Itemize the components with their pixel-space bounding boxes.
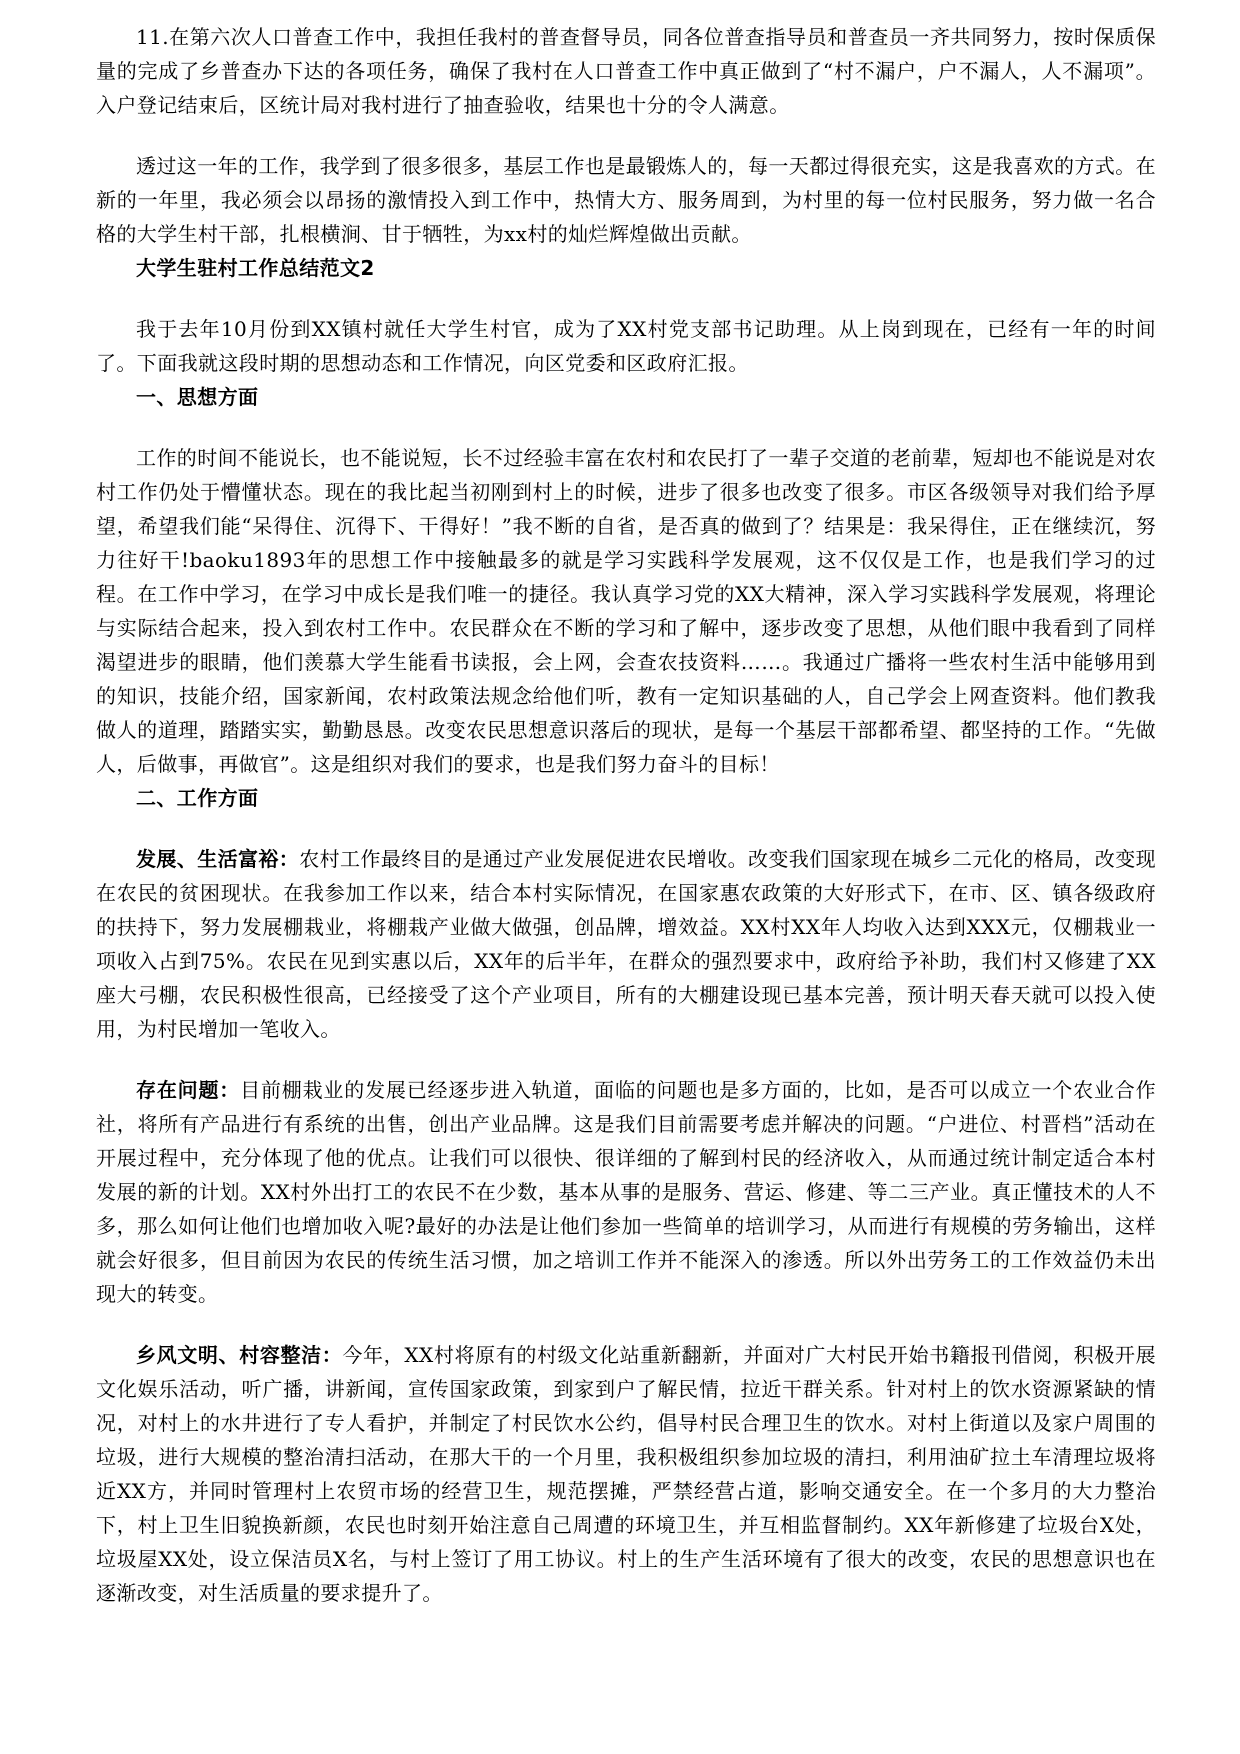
body-village-environment: 今年，XX村将原有的村级文化站重新翻新，并面对广大村民开始书籍报刊借阅，积极开展文化娱乐活动，听广播，讲新闻，宣传国家政策，到家到户了解民情，拉近干群关系。针对村上的饮水资源紧缺的情况，对村上的水井进行了专人看护，并制定了村民饮水公约，倡导村民合理卫生的饮水。对村上街道以及家户周围的垃圾，进行大规模的整治清扫活动，在那大干的一个月里，我积极组织参加垃圾的清扫，利用油矿拉土车清理垃圾将近XX方，并同时管理村上农贸市场的经营卫生，规范摆摊，严禁经营占道，影响交通安全。在一个多月的大力整治下，村上卫生旧貌换新颜，农民也时刻开始注意自己周遭的环境卫生，并互相监督制约。XX年新修建了垃圾台X处，垃圾屋XX处，设立保洁员X名，与村上签订了用工协议。村上的生产生活环境有了很大的改变，农民的思想意识也在逐渐改变，对生活质量的要求提升了。 xyxy=(96,1343,1156,1605)
document-page xyxy=(96,20,1156,1610)
paragraph-development xyxy=(96,842,1156,1046)
paragraph-issues xyxy=(96,1073,1156,1311)
lead-village-environment: 乡风文明、村容整洁： xyxy=(136,1343,343,1367)
lead-development: 发展、生活富裕： xyxy=(136,847,300,871)
paragraph-opening: 我于去年10月份到XX镇村就任大学生村官，成为了XX村党支部书记助理。从上岗到现在，已经有一年的时间了。下面我就这段时期的思想动态和工作情况，向区党委和区政府汇报。 xyxy=(96,317,1156,375)
paragraph-thought: 工作的时间不能说长，也不能说短，长不过经验丰富在农村和农民打了一辈子交道的老前辈，短却也不能说是对农村工作仍处于懵懂状态。现在的我比起当初刚到村上的时候，进步了很多也改变了很多。市区各级领导对我们给予厚望，希望我们能“呆得住、沉得下、干得好！”我不断的自省，是否真的做到了？结果是：我呆得住，正在继续沉，努力往好干!baoku1893年的思想工作中接触最多的就是学习实践科学发展观，这不仅仅是工作，也是我们学习的过程。在工作中学习，在学习中成长是我们唯一的捷径。我认真学习党的XX大精神，深入学习实践科学发展观，将理论与实际结合起来，投入到农村工作中。农民群众在不断的学习和了解中，逐步改变了思想，从他们眼中我看到了同样渴望进步的眼睛，他们羡慕大学生能看书读报，会上网，会查农技资料……。我通过广播将一些农村生活中能够用到的知识，技能介绍，国家新闻，农村政策法规念给他们听，教有一定知识基础的人，自己学会上网查资料。他们教我做人的道理，踏踏实实，勤勤恳恳。改变农民思想意识落后的现状，是每一个基层干部都希望、都坚持的工作。“先做人，后做事，再做官”。这是组织对我们的要求，也是我们努力奋斗的目标！ xyxy=(96,446,1156,776)
paragraph-village-environment xyxy=(96,1338,1156,1610)
body-development: 农村工作最终目的是通过产业发展促进农民增收。改变我们国家现在城乡二元化的格局，改变现在农民的贫困现状。在我参加工作以来，结合本村实际情况，在国家惠农政策的大好形式下，在市、区、镇各级政府的扶持下，努力发展棚栽业，将棚栽产业做大做强，创品牌，增效益。XX村XX年人均收入达到XXX元，仅棚栽业一项收入占到75%。农民在见到实惠以后，XX年的后半年，在群众的强烈要求中，政府给予补助，我们村又修建了XX座大弓棚，农民积极性很高，已经接受了这个产业项目，所有的大棚建设现已基本完善，预计明天春天就可以投入使用，为村民增加一笔收入。 xyxy=(96,847,1157,1041)
document-title: 大学生驻村工作总结范文2 xyxy=(136,256,375,280)
lead-issues: 存在问题： xyxy=(136,1078,241,1102)
paragraph-census-work: 11.在第六次人口普查工作中，我担任我村的普查督导员，同各位普查指导员和普查员一齐共同努力，按时保质保量的完成了乡普查办下达的各项任务，确保了我村在人口普查工作中真正做到了“村不漏户，户不漏人，人不漏项”。入户登记结束后，区统计局对我村进行了抽查验收，结果也十分的令人满意。 xyxy=(96,25,1156,117)
paragraph-year-reflection: 透过这一年的工作，我学到了很多很多，基层工作也是最锻炼人的，每一天都过得很充实，这是我喜欢的方式。在新的一年里，我必须会以昂扬的激情投入到工作中，热情大方、服务周到，为村里的每一位村民服务，努力做一名合格的大学生村干部，扎根横涧、甘于牺牲，为xx村的灿烂辉煌做出贡献。 xyxy=(96,154,1156,246)
section-heading-work: 二、工作方面 xyxy=(136,786,259,810)
section-heading-thought: 一、思想方面 xyxy=(136,385,259,409)
body-issues: 目前棚栽业的发展已经逐步进入轨道，面临的问题也是多方面的，比如，是否可以成立一个农业合作社，将所有产品进行有系统的出售，创出产业品牌。这是我们目前需要考虑并解决的问题。“户进位、村晋档”活动在开展过程中，充分体现了他的优点。让我们可以很快、很详细的了解到村民的经济收入，从而通过统计制定适合本村发展的新的计划。XX村外出打工的农民不在少数，基本从事的是服务、营运、修建、等二三产业。真正懂技术的人不多，那么如何让他们也增加收入呢?最好的办法是让他们参加一些简单的培训学习，从而进行有规模的劳务输出，这样就会好很多，但目前因为农民的传统生活习惯，加之培训工作并不能深入的渗透。所以外出劳务工的工作效益仍未出现大的转变。 xyxy=(96,1078,1156,1306)
